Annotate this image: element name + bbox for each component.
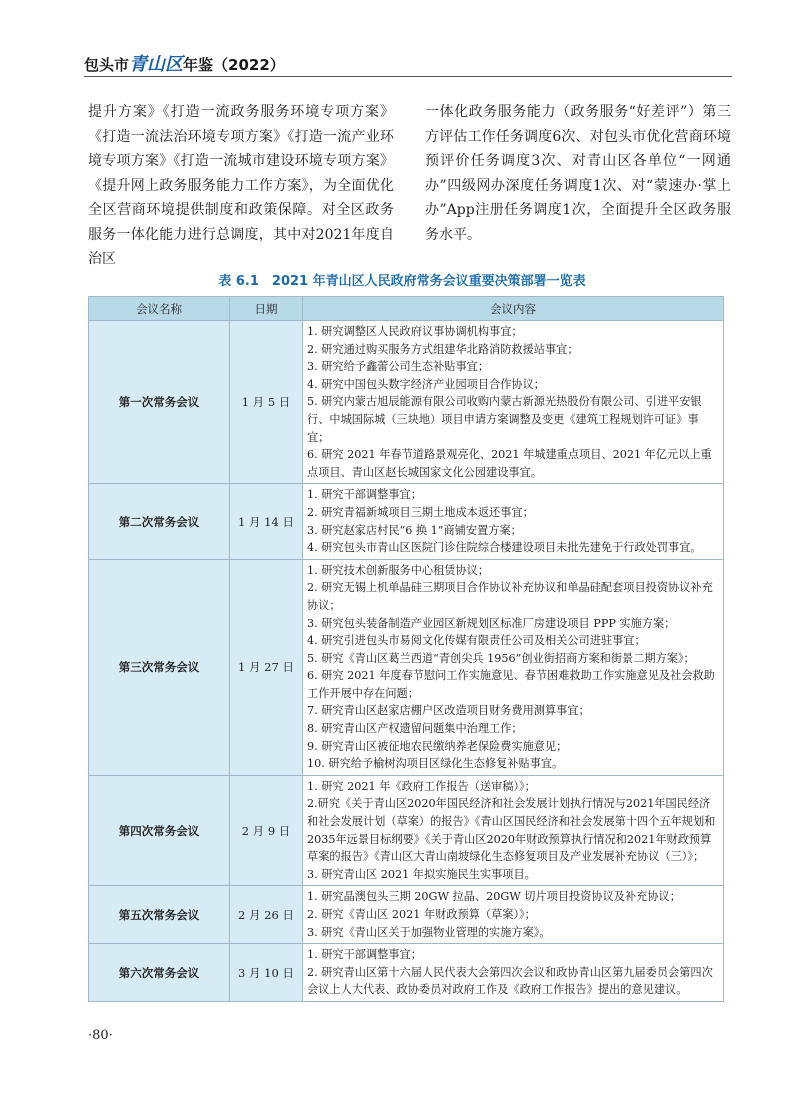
content-item: 1. 研究 2021 年《政府工作报告（送审稿）》； xyxy=(307,779,536,793)
body-paragraph-left: 提升方案》《打造一流政务服务环境专项方案》《打造一流法治环境专项方案》《打造一流产业环境专项方案》《打造一流城市建设环境专项方案》《提升网上政务服务能力工作方案》，为全面优化全区营商环境提供制度和政策保障。对全区政务服务一体化能力进行总调度，其中对2021年度自治区 xyxy=(88,104,394,267)
page-number: ·80· xyxy=(88,1028,113,1043)
meeting-content-cell xyxy=(303,944,724,1002)
content-item: 1. 研究干部调整事宜； xyxy=(307,488,422,502)
content-item: 8. 研究青山区产权遗留问题集中治理工作； xyxy=(307,722,523,736)
content-item: 1. 研究干部调整事宜； xyxy=(307,948,422,962)
table-row xyxy=(89,559,724,775)
header-date: 日期 xyxy=(230,297,303,321)
meeting-name-cell: 第六次常务会议 xyxy=(89,944,230,1002)
meeting-content-cell xyxy=(303,559,724,775)
header-meeting-name: 会议名称 xyxy=(89,297,230,321)
header-content: 会议内容 xyxy=(303,297,724,321)
table-row xyxy=(89,775,724,886)
content-item: 6. 研究 2021 年度春节慰问工作实施意见、春节困难救助工作实施意见及社会救助工作开展中存在问题； xyxy=(307,669,715,700)
table-row xyxy=(89,484,724,559)
body-column-right xyxy=(425,100,731,247)
meeting-name-cell: 第三次常务会议 xyxy=(89,559,230,775)
meeting-name-cell: 第二次常务会议 xyxy=(89,484,230,559)
body-column-left xyxy=(88,100,394,272)
content-item: 4. 研究中国包头数字经济产业园项目合作协议； xyxy=(307,377,545,391)
running-header xyxy=(84,50,285,76)
content-item: 9. 研究青山区被征地农民缴纳养老保险费实施意见； xyxy=(307,739,568,753)
content-item: 2. 研究青福新城项目三期土地成本返还事宜； xyxy=(307,505,534,519)
content-item: 5. 研究内蒙古旭辰能源有限公司收购内蒙古新源光热股份有限公司、引进平安银行、中城国际城（三块地）项目申请方案调整及变更《建筑工程规划许可证》事宜； xyxy=(307,395,702,444)
meeting-name-cell: 第五次常务会议 xyxy=(89,886,230,944)
content-item: 3. 研究给予鑫蕾公司生态补贴事宜； xyxy=(307,360,490,374)
content-item: 1. 研究晶澳包头三期 20GW 拉晶、20GW 切片项目投资协议及补充协议； xyxy=(307,890,681,904)
content-item: 3. 研究包头装备制造产业园区新规划区标准厂房建设项目 PPP 实施方案； xyxy=(307,616,676,630)
meeting-date-cell: 2 月 9 日 xyxy=(230,775,303,886)
meeting-content-cell xyxy=(303,886,724,944)
table-row xyxy=(89,321,724,484)
meeting-date-cell: 1 月 14 日 xyxy=(230,484,303,559)
meeting-date-cell: 1 月 5 日 xyxy=(230,321,303,484)
content-item: 2. 研究无锡上机单晶硅三期项目合作协议补充协议和单晶硅配套项目投资协议补充协议； xyxy=(307,581,713,612)
content-item: 2. 研究《青山区 2021 年财政预算（草案）》； xyxy=(307,908,536,921)
content-item: 5. 研究《青山区葛兰西道“青创尖兵 1956”创业街招商方案和街景二期方案》； xyxy=(307,651,695,665)
content-item: 1. 研究调整区人民政府议事协调机构事宜； xyxy=(307,325,523,338)
content-item: 6. 研究 2021 年春节道路景观亮化、2021 年城建重点项目、2021 年亿元以上重点项目、青山区赵长城国家文化公园建设事宜。 xyxy=(307,448,712,479)
meeting-date-cell: 2 月 26 日 xyxy=(230,886,303,944)
header-suffix: 年鉴（2022） xyxy=(183,56,285,74)
meeting-date-cell: 1 月 27 日 xyxy=(230,559,303,775)
table-row xyxy=(89,886,724,944)
content-item: 10. 研究给予榆树沟项目区绿化生态修复补贴事宜。 xyxy=(307,757,564,771)
content-item: 2.研究《关于青山区2020年国民经济和社会发展计划执行情况与2021年国民经济和社会发展计划（草案）的报告》《青山区国民经济和社会发展第十四个五年规划和2035年远景目标纲要》《关于青山区2020年财政预算执行情况和2021年财政预算草案的报告》《青山区大青山南坡绿化生态修复项目及产业发展补充协议（三）》； xyxy=(307,797,716,864)
content-item: 2. 研究通过购买服务方式组建华北路消防救援站事宜； xyxy=(307,342,579,356)
meeting-date-cell: 3 月 10 日 xyxy=(230,944,303,1002)
content-item: 4. 研究包头市青山区医院门诊住院综合楼建设项目未批先建免于行政处罚事宜。 xyxy=(307,541,702,555)
table-body xyxy=(89,321,724,1002)
header-brand: 青山区 xyxy=(129,54,184,75)
content-item: 2. 研究青山区第十六届人民代表大会第四次会议和政协青山区第九届委员会第四次会议上人大代表、政协委员对政府工作及《政府工作报告》提出的意见建议。 xyxy=(307,965,713,997)
meeting-name-cell: 第一次常务会议 xyxy=(89,321,230,484)
meeting-content-cell xyxy=(303,321,724,484)
header-rule xyxy=(84,76,732,77)
content-item: 7. 研究青山区赵家店棚户区改造项目财务费用测算事宜； xyxy=(307,704,590,718)
table-row xyxy=(89,944,724,1002)
content-item: 4. 研究引进包头市易阅文化传媒有限责任公司及相关公司进驻事宜； xyxy=(307,634,646,648)
body-paragraph-right: 一体化政务服务能力（政务服务“好差评”）第三方评估工作任务调度6次、对包头市优化营商环境预评价任务调度3次、对青山区各单位“一网通办”四级网办深度任务调度1次、对“蒙速办·掌上办”App注册任务调度1次，全面提升全区政务服务水平。 xyxy=(425,104,731,243)
table-title: 表 6.1 2021 年青山区人民政府常务会议重要决策部署一览表 xyxy=(218,274,586,289)
content-item: 3. 研究赵家店村民“6 换 1”商铺安置方案； xyxy=(307,523,522,537)
meeting-content-cell xyxy=(303,484,724,559)
content-item: 1. 研究技术创新服务中心租赁协议； xyxy=(307,563,490,577)
meetings-table xyxy=(88,296,724,1002)
meeting-name-cell: 第四次常务会议 xyxy=(89,775,230,886)
content-item: 3. 研究《青山区关于加强物业管理的实施方案》。 xyxy=(307,925,551,939)
meeting-content-cell xyxy=(303,775,724,886)
content-item: 3. 研究青山区 2021 年拟实施民生实事项目。 xyxy=(307,867,536,881)
header-prefix: 包头市 xyxy=(84,56,130,74)
table-header-row xyxy=(89,297,724,321)
